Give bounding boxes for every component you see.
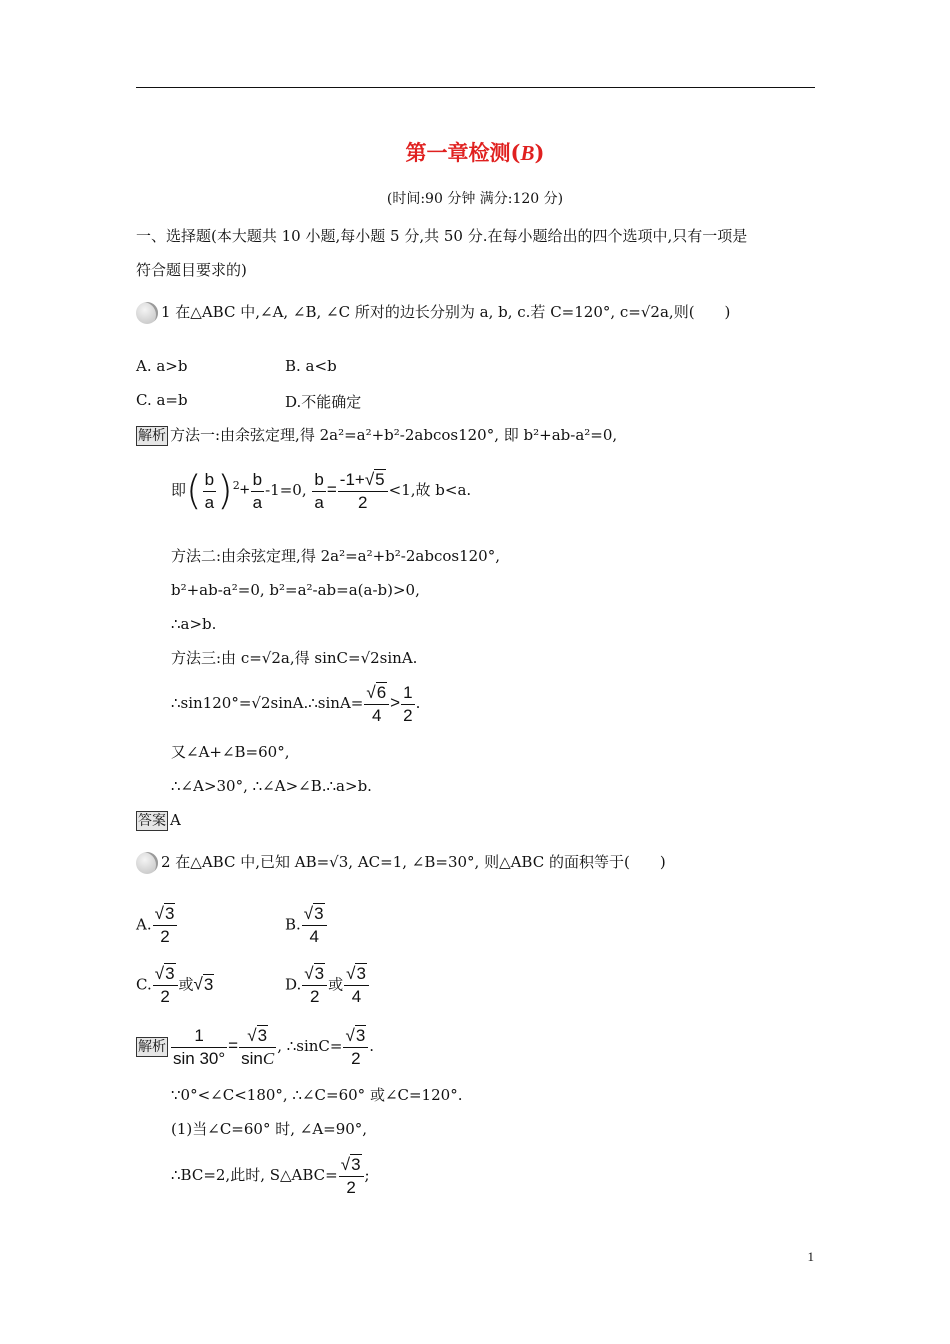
question-bullet-icon	[136, 852, 158, 874]
answer-tag: 答案	[138, 813, 166, 829]
section-heading-line1: 一、选择题(本大题共 10 小题,每小题 5 分,共 50 分.在每小题给出的四个选项中,只有一项是	[136, 227, 748, 245]
q2-option-a: A. $\frac{√3}{2}$	[136, 903, 178, 948]
question-1-stem: 1 在△ABC 中,∠A, ∠B, ∠C 所对的边长分别为 a, b, c.若 C=120°, c=√2a,则( )	[136, 302, 730, 324]
page-number: 1	[807, 1249, 814, 1264]
q2-analysis-line2: ∵0°<∠C<180°, ∴∠C=60° 或∠C=120°.	[171, 1086, 463, 1104]
q1-option-b: B. a<b	[285, 357, 337, 375]
question-2-stem: 2 在△ABC 中,已知 AB=√3, AC=1, ∠B=30°, 则△ABC 的面积等于( )	[136, 852, 666, 874]
exam-info: (时间:90 分钟 满分:120 分)	[386, 191, 564, 207]
q2-option-c: C. $\frac{√3}{2}$ 或√3	[136, 964, 214, 1006]
q1-option-d: D.不能确定	[285, 393, 362, 411]
analysis-tag: 解析	[138, 428, 166, 444]
header-rule	[136, 87, 815, 88]
question-bullet-icon	[136, 302, 158, 324]
q1-analysis-method1: 解析 方法一:由余弦定理,得 2a²=a²+b²-2abcos120°, 即 b²+ab-a²=0,	[138, 426, 618, 444]
q2-analysis-line1: 解析 $\frac{1}{\sin 30^\circ}$ = $\frac{√3}{\sin C}$ , ∴sinC= $\frac{√3}{2}$ .	[138, 1025, 375, 1068]
q1-option-c: C. a=b	[136, 391, 188, 409]
q2-analysis-line3: (1)当∠C=60° 时, ∠A=90°,	[171, 1120, 368, 1138]
q1-method3-line2: ∴sin120°=√2sinA.∴sinA= $\frac{√6}{4}$ > $\frac{1}{2}$ .	[171, 682, 421, 725]
q2-analysis-line4: ∴BC=2,此时, S△ABC= $\frac{√3}{2}$ ;	[171, 1154, 370, 1197]
page-title: 第一章检测(B)	[405, 140, 545, 165]
analysis-tag: 解析	[138, 1039, 166, 1055]
q1-method2-line1: 方法二:由余弦定理,得 2a²=a²+b²-2abcos120°,	[171, 547, 500, 565]
q2-option-b: B. $\frac{√3}{4}$	[285, 903, 328, 948]
q2-option-d: D. $\frac{√3}{2}$ 或 $\frac{√3}{4}$	[285, 963, 370, 1008]
q1-method3-line3: 又∠A+∠B=60°,	[171, 743, 290, 761]
q1-method2-line3: ∴a>b.	[171, 615, 217, 633]
q1-quadratic-line: 即( $\frac{b}{a}$ )$^2$+ $\frac{b}{a}$ -1=0, $\frac{b}{a}$ = $\frac{-1+√5}{2}$ <1,故 b<a.	[171, 468, 472, 514]
q1-option-a: A. a>b	[136, 357, 188, 375]
q1-answer: 答案 A	[138, 811, 181, 829]
q1-method3-line4: ∴∠A>30°, ∴∠A>∠B.∴a>b.	[171, 777, 372, 795]
q1-method3-line1: 方法三:由 c=√2a,得 sinC=√2sinA.	[171, 649, 418, 667]
section-heading-line2: 符合题目要求的)	[136, 261, 247, 279]
q1-method2-line2: b²+ab-a²=0, b²=a²-ab=a(a-b)>0,	[171, 581, 420, 599]
